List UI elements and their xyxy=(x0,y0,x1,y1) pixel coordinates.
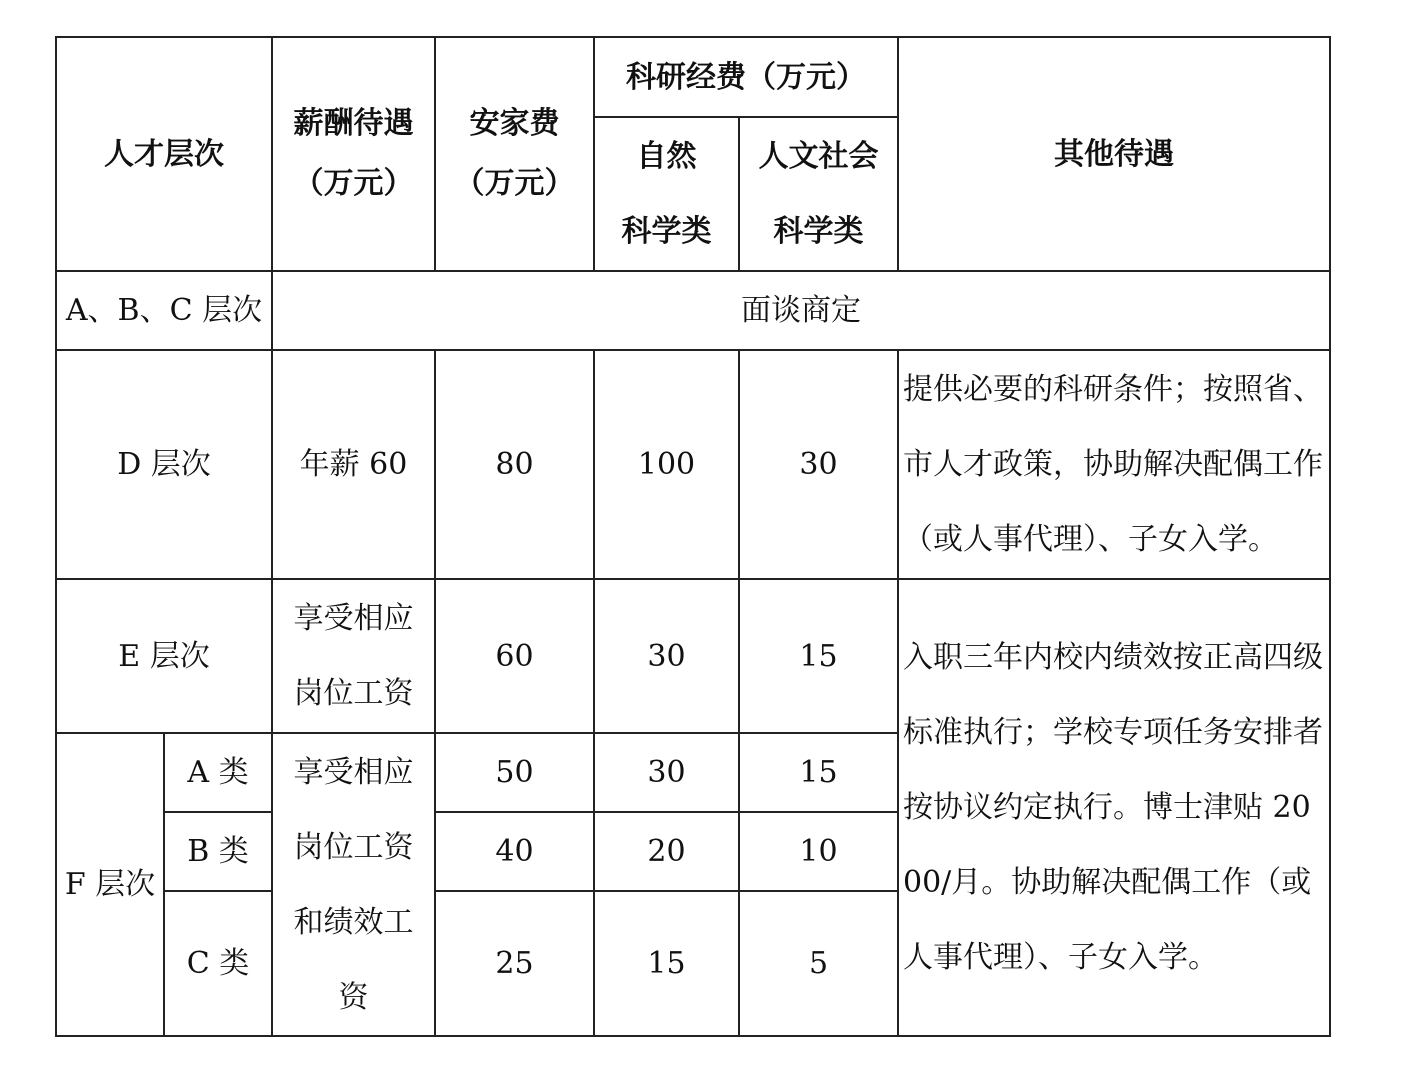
row-fc-humanities: 5 xyxy=(739,891,898,1036)
row-fb-natural: 20 xyxy=(594,812,739,891)
row-fa-settle: 50 xyxy=(435,733,594,812)
row-fa-label: A 类 xyxy=(164,733,272,812)
header-salary-line1: 薪酬待遇 xyxy=(293,106,414,141)
row-fa-natural: 30 xyxy=(594,733,739,812)
table-row xyxy=(56,579,1330,733)
row-ef-other: 入职三年内校内绩效按正高四级标准执行；学校专项任务安排者按协议约定执行。博士津贴 2000/月。协助解决配偶工作（或人事代理）、子女入学。 xyxy=(898,579,1330,1036)
header-level: 人才层次 xyxy=(56,37,272,271)
row-f-salary-line1: 享受相应 xyxy=(293,754,414,790)
row-e-natural: 30 xyxy=(594,579,739,733)
row-e-salary-line1: 享受相应 xyxy=(293,601,414,636)
row-f-salary xyxy=(272,733,435,1036)
row-fc-label: C 类 xyxy=(164,891,272,1036)
row-e-settle: 60 xyxy=(435,579,594,733)
row-d-level: D 层次 xyxy=(56,350,272,579)
table-row xyxy=(56,350,1330,579)
header-natural-line1: 自然 xyxy=(636,139,697,174)
row-e-salary-line2: 岗位工资 xyxy=(293,676,414,711)
row-fb-humanities: 10 xyxy=(739,812,898,891)
header-salary-line2: （万元） xyxy=(293,166,414,201)
header-humanities-line1: 人文社会 xyxy=(758,139,879,174)
row-fc-settle: 25 xyxy=(435,891,594,1036)
row-e-salary xyxy=(272,579,435,733)
header-settle-line1: 安家费 xyxy=(469,106,560,141)
header-settle xyxy=(435,37,594,271)
row-fa-humanities: 15 xyxy=(739,733,898,812)
header-other: 其他待遇 xyxy=(898,37,1330,271)
row-e-level: E 层次 xyxy=(56,579,272,733)
header-natural-science xyxy=(594,117,739,271)
table-row xyxy=(56,271,1330,350)
header-humanities-line2: 科学类 xyxy=(773,214,864,249)
talent-benefits-table xyxy=(55,36,1331,1037)
row-fc-natural: 15 xyxy=(594,891,739,1036)
row-fb-settle: 40 xyxy=(435,812,594,891)
row-d-settle: 80 xyxy=(435,350,594,579)
header-settle-line2: （万元） xyxy=(454,166,575,201)
row-f-level: F 层次 xyxy=(56,733,164,1036)
row-f-salary-line4: 资 xyxy=(338,979,369,1015)
row-d-humanities: 30 xyxy=(739,350,898,579)
header-research-funds: 科研经费（万元） xyxy=(594,37,898,117)
header-natural-line2: 科学类 xyxy=(621,214,712,249)
row-d-salary: 年薪 60 xyxy=(272,350,435,579)
row-d-natural: 100 xyxy=(594,350,739,579)
row-f-salary-line3: 和绩效工 xyxy=(293,904,414,940)
row-abc-level: A、B、C 层次 xyxy=(56,271,272,350)
row-e-humanities: 15 xyxy=(739,579,898,733)
row-fb-label: B 类 xyxy=(164,812,272,891)
row-f-salary-line2: 岗位工资 xyxy=(293,829,414,865)
row-abc-note: 面谈商定 xyxy=(272,271,1330,350)
header-salary xyxy=(272,37,435,271)
row-d-other: 提供必要的科研条件；按照省、市人才政策，协助解决配偶工作（或人事代理）、子女入学。 xyxy=(898,350,1330,579)
header-humanities xyxy=(739,117,898,271)
